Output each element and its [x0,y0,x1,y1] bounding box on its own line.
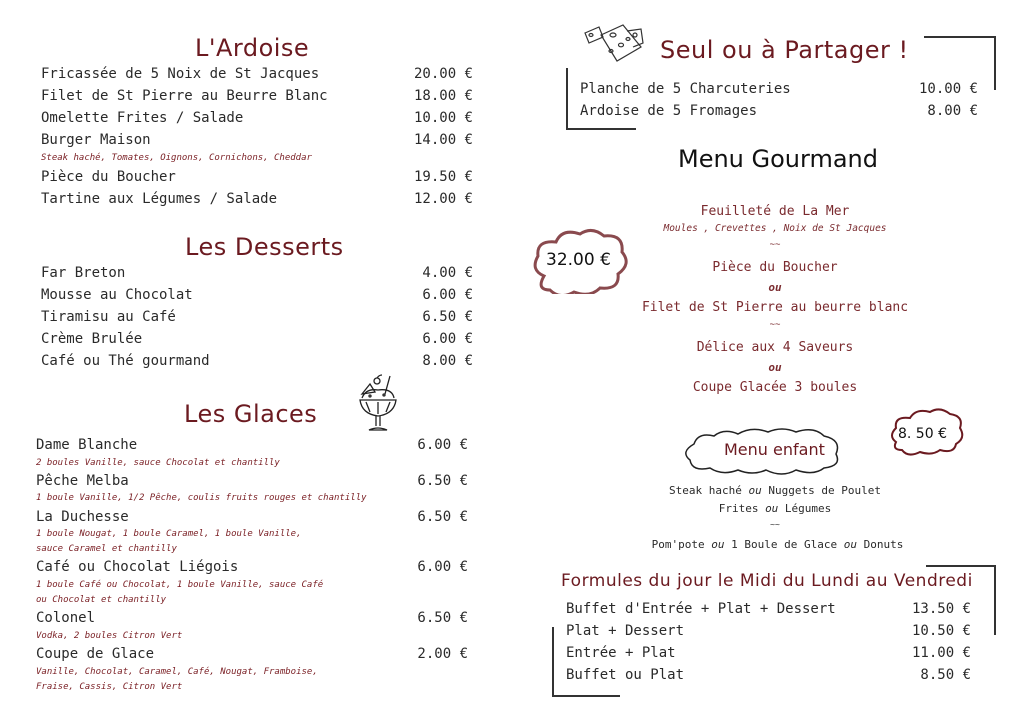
menu-item-name: Mousse au Chocolat [41,287,193,303]
menu-item-name: Crème Brulée [41,331,143,347]
course-or: ou [748,484,762,497]
frame-border [994,36,996,90]
frame-border [924,36,996,38]
menu-item-price: 6.00 € [417,559,468,575]
course-line: Coupe Glacée 3 boules [692,380,858,395]
menu-item-price: 10.00 € [918,81,978,97]
menu-item-name: Buffet d'Entrée + Plat + Dessert [566,601,836,617]
course-text: 1 Boule de Glace [724,538,844,551]
course-separator: ~~ [769,320,781,330]
menu-item-name: Burger Maison [41,132,151,148]
menu-item-price: 6.00 € [422,287,473,303]
menu-item-name: Dame Blanche [36,437,138,453]
course-or: ou [768,361,782,374]
course-text: Steak haché [669,484,749,497]
menu-item-name: Fricassée de 5 Noix de St Jacques [41,66,320,82]
menu-item-name: Café ou Thé gourmand [41,353,210,369]
course-line [600,484,950,497]
partager-title: Seul ou à Partager ! [660,36,909,64]
menu-item-price: 10.50 € [911,623,971,639]
menu-item-name: Buffet ou Plat [566,667,685,683]
frame-border [552,695,620,697]
menu-item-name: Plat + Dessert [566,623,685,639]
menu-item-price: 18.00 € [413,88,473,104]
menu-item-price: 14.00 € [413,132,473,148]
ardoise-title: L'Ardoise [195,34,310,62]
menu-item-price: 13.50 € [911,601,971,617]
menu-item-name: Far Breton [41,265,126,281]
course-line [600,538,955,551]
frame-border [566,68,568,130]
course-or: ou [765,502,779,515]
frame-border [994,565,996,635]
menu-item-name: Colonel [36,610,96,626]
menu-item-price: 8.00 € [422,353,473,369]
menu-item-price: 10.00 € [413,110,473,126]
menu-item-description: 1 boule Café ou Chocolat, 1 boule Vanille, sauce Café [36,580,324,590]
menu-item-name: Planche de 5 Charcuteries [580,81,791,97]
menu-item-name: Coupe de Glace [36,646,155,662]
menu-item-description: Steak haché, Tomates, Oignons, Cornichons, Cheddar [41,153,312,163]
menu-item-name: Pièce du Boucher [41,169,176,185]
menu-item-description: 1 boule Vanille, 1/2 Pêche, coulis fruits rouges et chantilly [36,493,367,503]
course-separator: ~~ [769,240,781,250]
cheese-icon [583,23,645,63]
menu-item-name: Omelette Frites / Salade [41,110,244,126]
gourmand-title: Menu Gourmand [678,145,878,173]
course-line: Pièce du Boucher [712,260,838,275]
course-line [600,502,950,515]
menu-item-description: 2 boules Vanille, sauce Chocolat et chantilly [36,458,280,468]
course-text: Donuts [856,538,904,551]
course-or: ou [768,281,782,294]
menu-item-name: La Duchesse [36,509,129,525]
menu-item-name: Tartine aux Légumes / Salade [41,191,278,207]
menu-item-price: 19.50 € [413,169,473,185]
desserts-title: Les Desserts [185,233,344,261]
frame-border [566,128,636,130]
menu-item-price: 20.00 € [413,66,473,82]
menu-item-name: Pêche Melba [36,473,129,489]
menu-item-price: 8.50 € [920,667,971,683]
course-text: Nuggets de Poulet [761,484,881,497]
menu-item-price: 6.50 € [422,309,473,325]
formules-title: Formules du jour le Midi du Lundi au Vendredi [561,571,973,591]
menu-item-price: 6.00 € [417,437,468,453]
menu-item-name: Ardoise de 5 Fromages [580,103,758,119]
menu-item-price: 12.00 € [413,191,473,207]
menu-item-price: 4.00 € [422,265,473,281]
menu-item-price: 6.50 € [417,610,468,626]
course-description: Moules , Crevettes , Noix de St Jacques [663,223,887,234]
course-separator: ~~ [770,520,780,529]
course-line: Feuilleté de La Mer [700,204,850,219]
menu-item-description: sauce Caramel et chantilly [36,544,177,554]
course-line: Filet de St Pierre au beurre blanc [641,300,909,315]
menu-item-name: Entrée + Plat [566,645,676,661]
menu-item-name: Café ou Chocolat Liégois [36,559,239,575]
menu-item-description: ou Chocolat et chantilly [36,595,167,605]
menu-item-price: 6.00 € [422,331,473,347]
enfant-title: Menu enfant [724,440,825,459]
course-text: Légumes [778,502,832,515]
glaces-title: Les Glaces [184,400,318,428]
menu-item-price: 11.00 € [911,645,971,661]
ice-cream-sundae-icon [356,374,402,436]
course-or: ou [843,538,857,551]
menu-item-description: Fraise, Cassis, Citron Vert [36,682,183,692]
frame-border [552,627,554,697]
enfant-price: 8. 50 € [898,426,947,442]
menu-item-description: Vanille, Chocolat, Caramel, Café, Nougat, Framboise, [36,667,318,677]
menu-item-description: Vodka, 2 boules Citron Vert [36,631,183,641]
menu-item-price: 2.00 € [417,646,468,662]
menu-item-name: Filet de St Pierre au Beurre Blanc [41,88,328,104]
course-text: Pom'pote [651,538,712,551]
menu-item-name: Tiramisu au Café [41,309,176,325]
menu-item-description: 1 boule Nougat, 1 boule Caramel, 1 boule Vanille, [36,529,302,539]
menu-item-price: 6.50 € [417,509,468,525]
menu-item-price: 6.50 € [417,473,468,489]
course-text: Frites [718,502,766,515]
frame-border [926,565,996,567]
menu-item-price: 8.00 € [927,103,978,119]
course-line: Délice aux 4 Saveurs [696,340,854,355]
gourmand-price: 32.00 € [546,250,611,270]
course-or: ou [711,538,725,551]
